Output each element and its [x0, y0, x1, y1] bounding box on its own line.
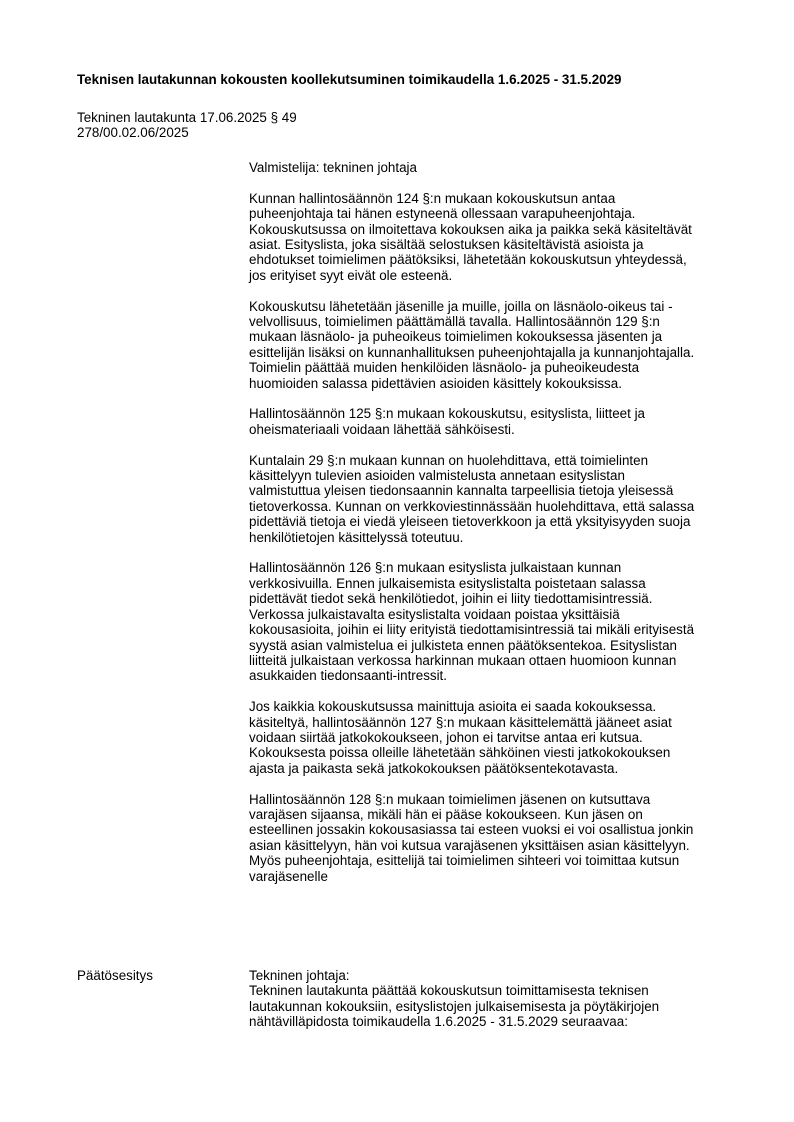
- paragraph-line: mukaan läsnäolo- ja puheoikeus toimielimen kokouksessa jäsenten ja: [249, 329, 663, 345]
- paragraph-line: esittelijän lisäksi on kunnanhallituksen puheenjohtajalla ja kunnanjohtajalla.: [249, 344, 695, 360]
- paragraph-line: käsiteltyä, hallintosäännön 127 §:n mukaan käsittelemättä jääneet asiat: [249, 714, 672, 730]
- paragraph-line: velvollisuus, toimielimen päättämällä tavalla. Hallintosäännön 129 §:n: [249, 314, 660, 330]
- paragraph-line: Kokouksesta poissa olleille lähetetään sähköinen viesti jatkokokouksen: [249, 745, 671, 761]
- meeting-reference: Tekninen lautakunta 17.06.2025 § 49: [77, 110, 297, 125]
- paragraph-line: pidettävät tiedot sekä henkilötiedot, joihin ei liity tiedottamisintressiä.: [249, 591, 653, 607]
- body-paragraph: [249, 299, 749, 391]
- paragraph-line: oheismateriaali voidaan lähettää sähköisesti.: [249, 421, 515, 437]
- paragraph-line: esteellinen jossakin kokousasiassa tai esteen vuoksi ei voi osallistua jonkin: [249, 822, 694, 838]
- document-title: Teknisen lautakunnan kokousten koollekutsuminen toimikaudella 1.6.2025 - 31.5.2029: [77, 72, 622, 87]
- paragraph-line: verkkosivuilla. Ennen julkaisemista esityslistalta poistetaan salassa: [249, 575, 646, 591]
- decision-lines: [249, 968, 749, 1030]
- document-meta: [77, 110, 297, 141]
- body-paragraph: [249, 406, 749, 437]
- paragraph-line: Kokouskutsussa on ilmoitettava kokouksen aika ja paikka sekä käsiteltävät: [249, 221, 692, 237]
- body-paragraph: [249, 792, 749, 884]
- paragraph-line: syystä asian valmistelua ei julkisteta ennen päätöksentekoa. Esityslistan: [249, 637, 677, 653]
- paragraph-line: kokousasioita, joihin ei liity erityistä tiedottamisintressiä tai mikäli erityisestä: [249, 622, 695, 638]
- paragraph-line: liitteitä julkaistaan verkossa harkinnan mukaan ottaen huomioon kunnan: [249, 652, 677, 668]
- paragraph-line: varajäsenelle: [249, 868, 328, 884]
- decision-presenter: Tekninen johtaja:: [249, 968, 350, 983]
- paragraph-line: asukkaiden tiedonsaanti-intressit.: [249, 668, 447, 684]
- paragraph-line: Hallintosäännön 128 §:n mukaan toimielimen jäsenen on kutsuttava: [249, 791, 651, 807]
- paragraph-line: jos erityiset syyt eivät ole esteenä.: [249, 267, 453, 283]
- preparer-text: Valmistelija: tekninen johtaja: [249, 160, 417, 175]
- paragraph-line: huomioiden salassa pidettävien asioiden käsittely kokouksissa.: [249, 375, 622, 391]
- body-paragraph: [249, 699, 749, 776]
- decision-label: Päätösesitys: [77, 968, 153, 983]
- paragraph-line: Toimielin päättää muiden henkilöiden läsnäolo- ja puheoikeudesta: [249, 360, 640, 376]
- decision-line: lautakunnan kokouksiin, esityslistojen julkaisemisesta ja pöytäkirjojen: [249, 998, 660, 1014]
- paragraph-line: Kokouskutsu lähetetään jäsenille ja muille, joilla on läsnäolo-oikeus tai -: [249, 298, 673, 314]
- body-paragraph: [249, 560, 749, 683]
- decision-line: nähtävilläpidosta toimikaudella 1.6.2025 - 31.5.2029 seuraavaa:: [249, 1014, 628, 1030]
- record-number: 278/00.02.06/2025: [77, 125, 189, 141]
- decision-proposal: [249, 968, 749, 1030]
- paragraph-line: käsittelyyn tulevien asioiden valmistelusta annetaan esityslistan: [249, 468, 625, 484]
- body-paragraph: [249, 191, 749, 283]
- paragraph-line: Verkossa julkaistavalta esityslistalta voidaan poistaa yksittäisiä: [249, 606, 620, 622]
- paragraph-line: ehdotukset toimielimen päätöksiksi, lähetetään kokouskutsun yhteydessä,: [249, 252, 687, 268]
- paragraph-line: puheenjohtaja tai hänen estyneenä ollessaan varapuheenjohtaja.: [249, 206, 636, 222]
- paragraph-line: Kuntalain 29 §:n mukaan kunnan on huolehdittava, että toimielinten: [249, 452, 649, 468]
- document-body: [249, 160, 749, 899]
- paragraph-line: tietoverkossa. Kunnan on verkkoviestinnässään huolehdittava, että salassa: [249, 498, 695, 514]
- paragraph-line: Jos kaikkia kokouskutsussa mainittuja asioita ei saada kokouksessa.: [249, 699, 657, 715]
- paragraph-line: Kunnan hallintosäännön 124 §:n mukaan kokouskutsun antaa: [249, 190, 616, 206]
- body-paragraph: [249, 453, 749, 545]
- paragraph-line: ajasta ja paikasta sekä jatkokokouksen päätöksentekotavasta.: [249, 760, 619, 776]
- decision-line: Tekninen lautakunta päättää kokouskutsun toimittamisesta teknisen: [249, 983, 649, 999]
- paragraph-line: valmistuttua yleisen tiedonsaannin kannalta tarpeellisia tietoja yleisessä: [249, 483, 674, 499]
- paragraph-line: pidettäviä tietoja ei viedä yleiseen tietoverkkoon ja että yksityisyyden suoja: [249, 514, 691, 530]
- paragraph-line: asian käsittelyyn, hän voi kutsua varajäsenen yksittäisen asian käsittelyyn.: [249, 837, 690, 853]
- preparer-line: [249, 160, 749, 175]
- paragraph-list: [249, 191, 749, 884]
- paragraph-line: henkilötietojen käsittelyssä toteutuu.: [249, 529, 464, 545]
- paragraph-line: Hallintosäännön 126 §:n mukaan esityslista julkaistaan kunnan: [249, 560, 622, 576]
- paragraph-line: asiat. Esityslista, joka sisältää selostuksen käsiteltävistä asioista ja: [249, 237, 644, 253]
- paragraph-line: voidaan siirtää jatkokokoukseen, johon ei tarvitse antaa eri kutsua.: [249, 729, 643, 745]
- paragraph-line: varajäsen sijaansa, mikäli hän ei pääse kokoukseen. Kun jäsen on: [249, 806, 643, 822]
- paragraph-line: Myös puheenjohtaja, esittelijä tai toimielimen sihteeri voi toimittaa kutsun: [249, 853, 680, 869]
- paragraph-line: Hallintosäännön 125 §:n mukaan kokouskutsu, esityslista, liitteet ja: [249, 406, 645, 422]
